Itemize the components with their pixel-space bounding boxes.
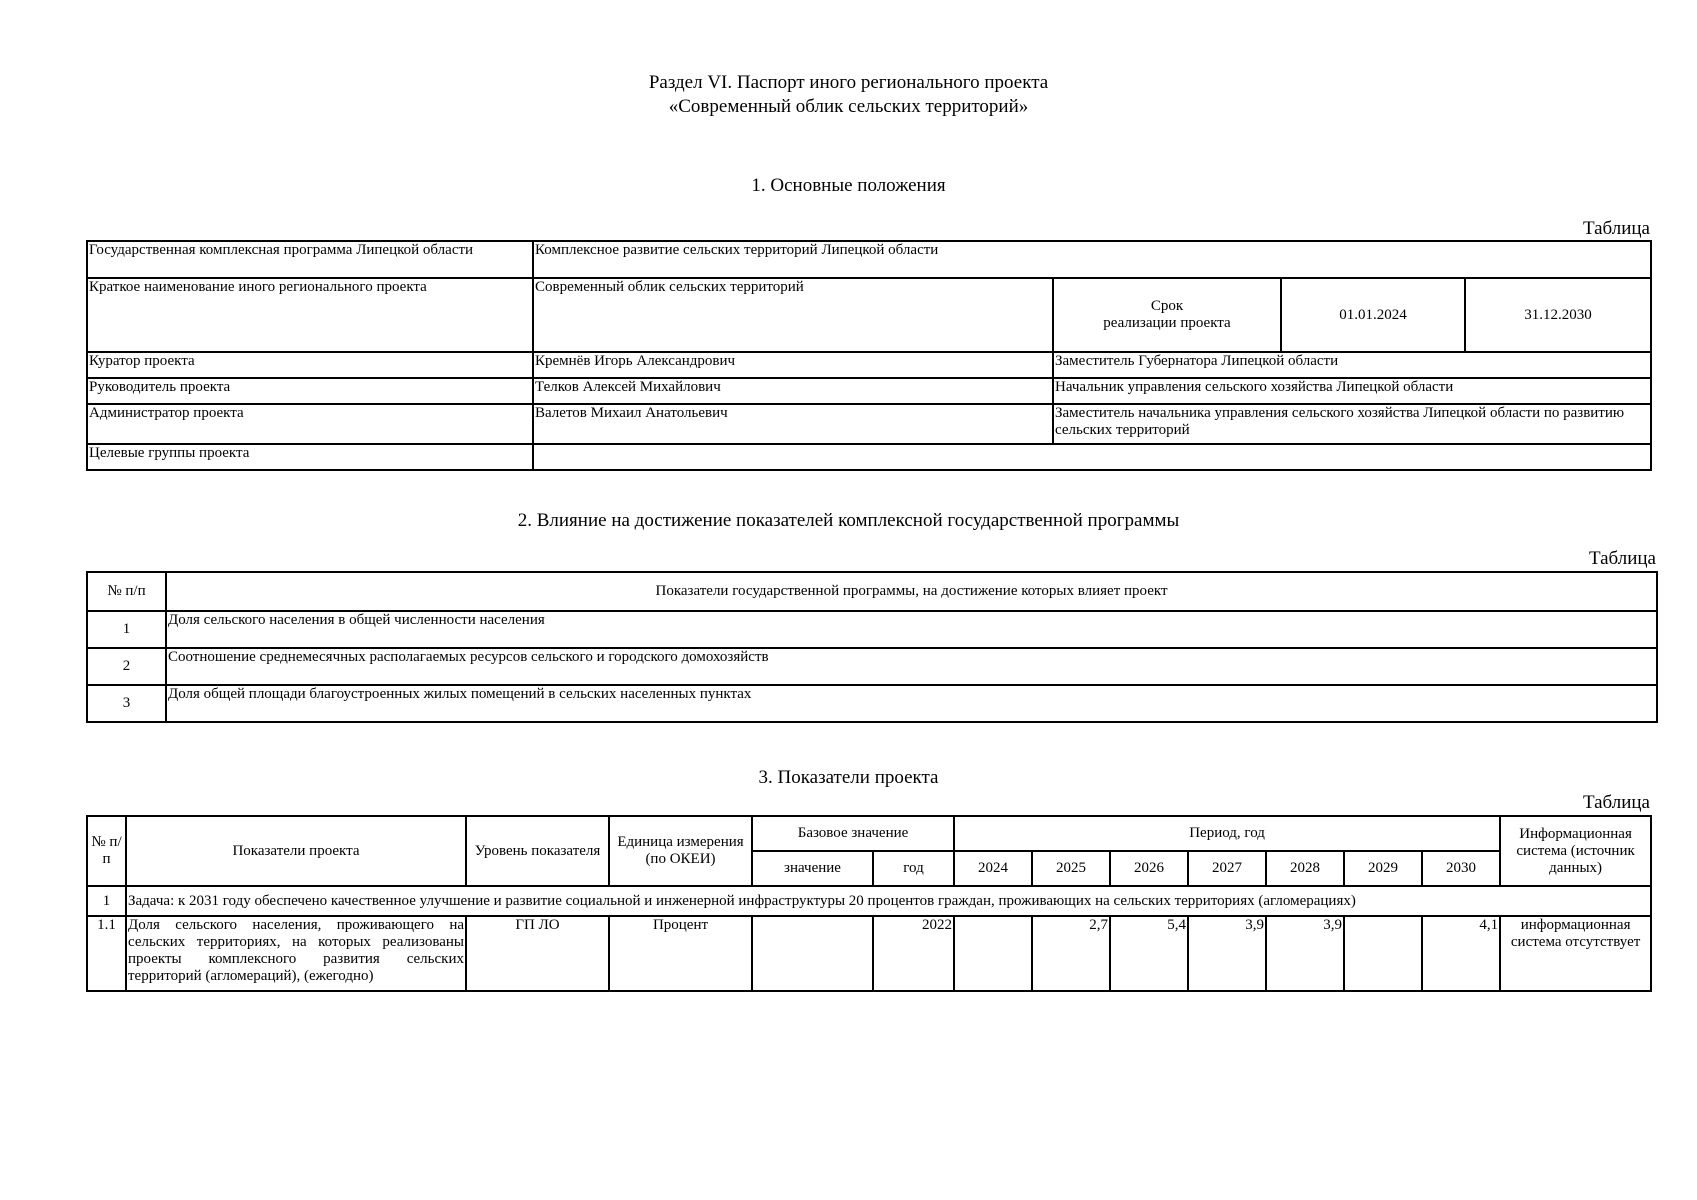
short-name-label: Краткое наименование иного регионального проекта [87, 278, 533, 352]
year-header: 2024 [954, 851, 1032, 886]
target-groups-value [533, 444, 1651, 470]
year-header: 2029 [1344, 851, 1422, 886]
program-value: Комплексное развитие сельских территорий Липецкой области [533, 241, 1651, 278]
admin-name: Валетов Михаил Анатольевич [533, 404, 1053, 444]
value-2024 [954, 916, 1032, 991]
value-2028: 3,9 [1266, 916, 1344, 991]
indicator-level: ГП ЛО [466, 916, 609, 991]
row-num: 1.1 [87, 916, 126, 991]
admin-position: Заместитель начальника управления сельского хозяйства Липецкой области по развитию сельских территорий [1053, 404, 1651, 444]
col-num-header: № п/п [87, 572, 166, 611]
head-name: Телков Алексей Михайлович [533, 378, 1053, 404]
term-label [1053, 278, 1281, 352]
col-indicators-header: Показатели проекта [126, 816, 466, 886]
base-year: 2022 [873, 916, 954, 991]
short-name-value: Современный облик сельских территорий [533, 278, 1053, 352]
year-header: 2030 [1422, 851, 1500, 886]
value-2026: 5,4 [1110, 916, 1188, 991]
section-1-title: 1. Основные положения [751, 175, 946, 196]
section-2-title: 2. Влияние на достижение показателей комплексной государственной программы [517, 510, 1180, 531]
head-position: Начальник управления сельского хозяйства Липецкой области [1053, 378, 1651, 404]
indicator-text [126, 916, 466, 991]
document-title-line-2: «Современный облик сельских территорий» [668, 96, 1029, 117]
term-start: 01.01.2024 [1281, 278, 1465, 352]
year-header: 2026 [1110, 851, 1188, 886]
task-text: Задача: к 2031 году обеспечено качественное улучшение и развитие социальной и инженерной инфраструктуры 20 процентов граждан, проживающих на сельских территориях (агломерациях) [126, 886, 1651, 916]
project-indicators-table [86, 815, 1652, 992]
value-2029 [1344, 916, 1422, 991]
term-end: 31.12.2030 [1465, 278, 1651, 352]
curator-name: Кремнёв Игорь Александрович [533, 352, 1053, 378]
curator-label: Куратор проекта [87, 352, 533, 378]
table-row [87, 916, 1651, 991]
row-num: 3 [87, 685, 166, 722]
indicator-text-last: территорий (агломераций), (ежегодно) [128, 968, 374, 984]
section-2-table-label: Таблица [1588, 548, 1656, 569]
term-label-line-2: реализации проекта [1103, 315, 1231, 331]
program-label: Государственная комплексная программа Липецкой области [87, 241, 533, 278]
row-text: Доля сельского населения в общей численности населения [166, 611, 1657, 648]
curator-position: Заместитель Губернатора Липецкой области [1053, 352, 1651, 378]
table-row [87, 648, 1657, 685]
row-num: 2 [87, 648, 166, 685]
year-header: 2025 [1032, 851, 1110, 886]
admin-label: Администратор проекта [87, 404, 533, 444]
basic-provisions-table [86, 240, 1652, 471]
table-row [87, 685, 1657, 722]
table-row [87, 611, 1657, 648]
base-value [752, 916, 873, 991]
col-num-header: № п/п [87, 816, 126, 886]
col-base-value-header: значение [752, 851, 873, 886]
col-period-header: Период, год [954, 816, 1500, 851]
indicator-text-justified: Доля сельского населения, проживающего на сельских территориях, на которых реализованы проекты комплексного развития сельских [128, 917, 464, 967]
section-3-table-label: Таблица [1582, 792, 1650, 813]
col-base-header: Базовое значение [752, 816, 954, 851]
task-num: 1 [87, 886, 126, 916]
value-2025: 2,7 [1032, 916, 1110, 991]
indicator-unit: Процент [609, 916, 752, 991]
state-program-indicators-table [86, 571, 1658, 723]
year-header: 2027 [1188, 851, 1266, 886]
document-title-line-1: Раздел VI. Паспорт иного регионального проекта [648, 72, 1049, 93]
col-info-header: Информационная система (источник данных) [1500, 816, 1651, 886]
year-header: 2028 [1266, 851, 1344, 886]
head-label: Руководитель проекта [87, 378, 533, 404]
section-3-title: 3. Показатели проекта [758, 767, 939, 788]
section-1-table-label: Таблица [1582, 218, 1650, 239]
row-num: 1 [87, 611, 166, 648]
info-system: информационная система отсутствует [1500, 916, 1651, 991]
term-label-line-1: Срок [1150, 298, 1184, 314]
value-2027: 3,9 [1188, 916, 1266, 991]
col-unit-header: Единица измерения (по ОКЕИ) [609, 816, 752, 886]
task-row [87, 886, 1651, 916]
col-level-header: Уровень показателя [466, 816, 609, 886]
value-2030: 4,1 [1422, 916, 1500, 991]
col-base-year-header: год [873, 851, 954, 886]
col-indicators-header: Показатели государственной программы, на достижение которых влияет проект [166, 572, 1657, 611]
row-text: Доля общей площади благоустроенных жилых помещений в сельских населенных пунктах [166, 685, 1657, 722]
target-groups-label: Целевые группы проекта [87, 444, 533, 470]
row-text: Соотношение среднемесячных располагаемых ресурсов сельского и городского домохозяйств [166, 648, 1657, 685]
